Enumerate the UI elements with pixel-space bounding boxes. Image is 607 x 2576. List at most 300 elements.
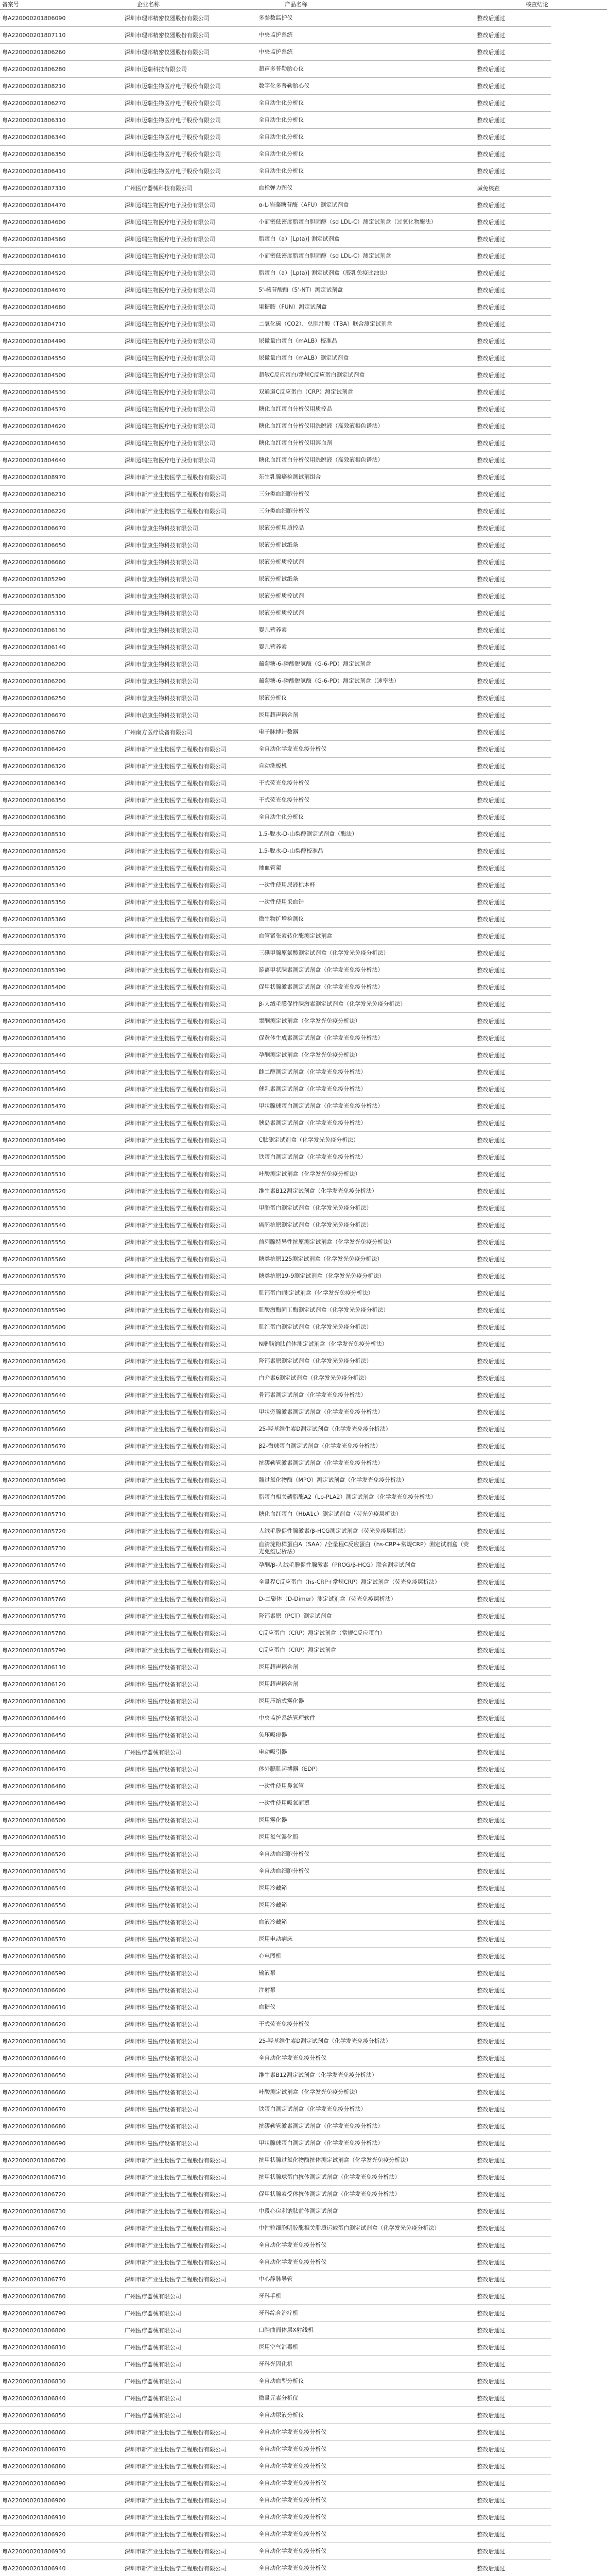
table-row [0,622,551,639]
company-cell: 深圳市新产业生物医学工程股份有限公司 [124,508,227,515]
conclusion-cell: 整改后通过 [477,644,506,651]
table-row [0,1693,551,1710]
conclusion-cell: 整改后通过 [477,2276,506,2283]
table-row [0,877,551,894]
record-no-cell: 粤A220000201807310 [2,185,66,192]
conclusion-cell: 整改后通过 [477,814,506,821]
company-cell: 深圳市新产业生物医学工程股份有限公司 [124,984,227,991]
conclusion-cell: 整改后通过 [477,2310,506,2317]
product-cell: 中央监护系统 [258,31,293,38]
conclusion-cell: 整改后通过 [477,2055,506,2062]
conclusion-cell: 整改后通过 [477,2412,506,2419]
conclusion-cell: 整改后通过 [477,542,506,549]
conclusion-cell: 整改后通过 [477,474,506,481]
company-cell: 深圳市科曼医疗设备有限公司 [124,1681,198,1688]
company-cell: 深圳市新产业生物医学工程股份有限公司 [124,1562,227,1569]
conclusion-cell: 整改后通过 [477,508,506,515]
record-no-cell: 粤A220000201806640 [2,2055,66,2062]
table-row [0,401,551,418]
record-no-cell: 粤A220000201806520 [2,1851,66,1858]
header-conclusion: 核查结论 [526,1,548,8]
company-cell: 深圳市新产业生物医学工程股份有限公司 [124,763,227,770]
table-row [0,2016,551,2033]
record-no-cell: 粤A220000201805470 [2,1103,66,1110]
record-no-cell: 粤A220000201804570 [2,406,66,413]
product-cell: 全自动化学发光免疫分析仪 [258,2514,327,2520]
table-row [0,1710,551,1727]
record-no-cell: 粤A220000201805640 [2,1392,66,1399]
company-cell: 深圳市新产业生物医学工程股份有限公司 [124,1392,227,1399]
company-cell: 深圳市迈瑞生物医疗电子股份有限公司 [124,117,221,124]
table-row [0,1251,551,1268]
product-cell: 叶酸测定试剂盒（化学发光免疫分析法） [258,1171,361,1177]
record-no-cell: 粤A220000201806350 [2,797,66,804]
table-row [0,2305,551,2322]
table-row [0,2441,551,2458]
product-cell: 一次性使用采血针 [258,899,304,905]
table-row [0,673,551,690]
record-no-cell: 粤A220000201806760 [2,2259,66,2266]
conclusion-cell: 整改后通过 [477,1749,506,1756]
table-row [0,690,551,707]
table-row [0,775,551,792]
product-cell: 心电图机 [258,1953,282,1959]
product-cell: 全自动化学发光免疫分析仪 [258,2548,327,2554]
conclusion-cell: 整改后通过 [477,1528,506,1535]
record-no-cell: 粤A220000201806450 [2,1732,66,1739]
conclusion-cell: 整改后通过 [477,1851,506,1858]
conclusion-cell: 整改后通过 [477,610,506,617]
record-no-cell: 粤A220000201806660 [2,2089,66,2096]
record-no-cell: 粤A220000201806830 [2,2378,66,2385]
product-cell: 医用冷藏箱 [258,1885,287,1891]
company-cell: 深圳市科曼医疗设备有限公司 [124,1936,198,1943]
product-cell: 尿液分析质控试剂 [258,558,304,565]
record-no-cell: 粤A220000201806540 [2,1885,66,1892]
table-row [0,2186,551,2203]
product-cell: 癌胚抗原测定试剂盒（化学发光免疫分析法） [258,1222,372,1228]
table-row [0,1761,551,1778]
conclusion-cell: 整改后通过 [477,1647,506,1654]
company-cell: 深圳市新产业生物医学工程股份有限公司 [124,1358,227,1365]
product-cell: 5'-核苷酸酶（5'-NT）测定试剂盒 [258,286,343,293]
table-row [0,520,551,537]
table-row [0,571,551,588]
product-cell: 血栓弹力图仪 [258,184,293,191]
record-no-cell: 粤A220000201805290 [2,576,66,583]
record-no-cell: 粤A220000201806590 [2,1970,66,1977]
conclusion-cell: 整改后通过 [477,576,506,583]
conclusion-cell: 整改后通过 [477,2395,506,2402]
company-cell: 深圳市新产业生物医学工程股份有限公司 [124,1596,227,1603]
conclusion-cell: 减免核查 [477,185,500,192]
product-cell: 糖类抗原19-9测定试剂盒（化学发光免疫分析法） [258,1273,385,1279]
product-cell: 微量元素分析仪 [258,2395,299,2401]
record-no-cell: 粤A220000201805530 [2,1205,66,1212]
record-no-cell: 粤A220000201805410 [2,1001,66,1008]
header-company: 企业名称 [137,1,160,8]
record-no-cell: 粤A220000201805370 [2,933,66,940]
company-cell: 深圳市普康生物科技有限公司 [124,661,198,668]
record-no-cell: 粤A220000201806770 [2,2276,66,2283]
company-cell: 广州医疗器械科技有限公司 [124,185,193,192]
product-cell: 葡萄糖-6-磷酸脱氢酶（G-6-PD）测定试剂盒 [258,660,371,667]
conclusion-cell: 整改后通过 [477,763,506,770]
conclusion-cell: 整改后通过 [477,2191,506,2198]
conclusion-cell: 整改后通过 [477,2429,506,2436]
company-cell: 深圳迈瑞生物医疗电子股份有限公司 [124,440,215,447]
record-no-cell: 粤A220000201806470 [2,1766,66,1773]
product-cell: 尿液分析试纸条 [258,575,299,582]
record-no-cell: 粤A220000201805570 [2,1273,66,1280]
record-no-cell: 粤A220000201805480 [2,1120,66,1127]
table-row [0,1965,551,1982]
company-cell: 深圳市新产业生物医学工程股份有限公司 [124,1426,227,1433]
record-no-cell: 粤A220000201805540 [2,1222,66,1229]
product-cell: 三分类血细胞分析仪 [258,507,310,514]
conclusion-cell: 整改后通过 [477,1426,506,1433]
product-cell: 糖类抗原125测定试剂盒（化学发光免疫分析法） [258,1256,383,1262]
company-cell: 深圳市新产业生物医学工程股份有限公司 [124,1375,227,1382]
conclusion-cell: 整改后通过 [477,2242,506,2249]
record-no-cell: 粤A220000201806700 [2,2157,66,2164]
product-cell: 抗缪勒管激素测定试剂盒（化学发光免疫分析法） [258,2123,384,2129]
conclusion-cell: 整改后通过 [477,134,506,141]
product-cell: 胰岛素测定试剂盒（化学发光免疫分析法） [258,1120,367,1126]
table-row [0,2543,551,2560]
company-cell: 深圳迈瑞生物医疗电子股份有限公司 [124,355,215,362]
company-cell: 深圳市新产业生物医学工程股份有限公司 [124,2208,227,2215]
table-row [0,418,551,435]
product-cell: 一次性使用吸氧面罩 [258,1800,310,1806]
table-row [0,2322,551,2339]
record-no-cell: 粤A220000201806420 [2,746,66,753]
table-row [0,2407,551,2424]
product-cell: 维生素B12测定试剂盒（化学发光免疫分析法） [258,1188,377,1194]
record-no-cell: 粤A220000201806300 [2,1698,66,1705]
company-cell: 深圳市新产业生物医学工程股份有限公司 [124,1477,227,1484]
header-record-no: 备案号 [2,1,19,8]
table-row [0,1897,551,1914]
record-no-cell: 粤A220000201805740 [2,1562,66,1569]
record-no-cell: 粤A220000201804530 [2,389,66,396]
table-row [0,537,551,554]
company-cell: 深圳市新产业生物医学工程股份有限公司 [124,848,227,855]
company-cell: 深圳市新产业生物医学工程股份有限公司 [124,2480,227,2487]
company-cell: 深圳市新产业生物医学工程股份有限公司 [124,2446,227,2453]
conclusion-cell: 整改后通过 [477,2531,506,2538]
conclusion-cell: 整改后通过 [477,1494,506,1501]
company-cell: 深圳市新产业生物医学工程股份有限公司 [124,1256,227,1263]
record-no-cell: 粤A220000201805710 [2,1511,66,1518]
product-cell: 肌红蛋白测定试剂盒（化学发光免疫分析法） [258,1324,372,1330]
company-cell: 深圳市理邦精密仪器股份有限公司 [124,49,210,56]
product-cell: 脂蛋白（a）[Lp(a)] 测定试剂盒 [258,235,340,242]
conclusion-cell: 整改后通过 [477,2038,506,2045]
company-cell: 深圳市科曼医疗设备有限公司 [124,1953,198,1960]
table-row [0,486,551,503]
table-row [0,27,551,44]
product-cell: 医用超声耦合剂 [258,1681,299,1687]
conclusion-cell: 整改后通过 [477,1188,506,1195]
table-row [0,1370,551,1387]
record-no-cell: 粤A220000201805610 [2,1341,66,1348]
product-cell: 孕酮/β-人绒毛膜促性腺激素（PROG/β-HCG）联合测定试剂盒 [258,1562,416,1568]
company-cell: 深圳市新产业生物医学工程股份有限公司 [124,865,227,872]
record-no-cell: 粤A220000201808970 [2,474,66,481]
conclusion-cell: 整改后通过 [477,168,506,175]
table-row [0,911,551,928]
company-cell: 深圳迈瑞生物医疗电子股份有限公司 [124,202,215,209]
product-cell: 尿液分析仪 [258,694,287,701]
table-row [0,1557,551,1574]
product-cell: 全自动血细胞分析仪 [258,1851,310,1857]
company-cell: 深圳市普康生物科技有限公司 [124,610,198,617]
record-no-cell: 粤A220000201805440 [2,1052,66,1059]
company-cell: 深圳市新产业生物医学工程股份有限公司 [124,1171,227,1178]
company-cell: 深圳迈瑞生物医疗电子股份有限公司 [124,270,215,277]
record-no-cell: 粤A220000201805700 [2,1494,66,1501]
product-cell: 医用雾化器 [258,1817,287,1823]
company-cell: 深圳市新产业生物医学工程股份有限公司 [124,1613,227,1620]
conclusion-cell: 整改后通过 [477,1698,506,1705]
conclusion-cell: 整改后通过 [477,1630,506,1637]
company-cell: 深圳市新产业生物医学工程股份有限公司 [124,1001,227,1008]
product-cell: 尿液分析用质控品 [258,524,304,531]
table-row [0,1744,551,1761]
record-no-cell: 粤A220000201806130 [2,627,66,634]
conclusion-cell: 整改后通过 [477,1069,506,1076]
conclusion-cell: 整改后通过 [477,1086,506,1093]
product-cell: 中央监护系统管理软件 [258,1715,316,1721]
record-no-cell: 粤A220000201805580 [2,1290,66,1297]
company-cell: 深圳市新产业生物医学工程股份有限公司 [124,1324,227,1331]
conclusion-cell: 整改后通过 [477,372,506,379]
conclusion-cell: 整改后通过 [477,2463,506,2470]
table-row [0,2118,551,2135]
table-row [0,44,551,61]
company-cell: 深圳迈瑞生物医疗电子股份有限公司 [124,372,215,379]
product-cell: N端脑钠肽前体测定试剂盒（化学发光免疫分析法） [258,1341,388,1347]
record-no-cell: 粤A220000201806550 [2,1902,66,1909]
company-cell: 深圳市科曼医疗设备有限公司 [124,1817,198,1824]
record-no-cell: 粤A220000201805680 [2,1460,66,1467]
table-row [0,1183,551,1200]
conclusion-cell: 整改后通过 [477,1579,506,1586]
table-header [0,0,607,10]
record-no-cell: 粤A220000201805340 [2,882,66,889]
conclusion-cell: 整改后通过 [477,1375,506,1382]
product-cell: 全自动生化分析仪 [258,99,304,106]
product-cell: 铁蛋白测定试剂盒（化学发光免疫分析法） [258,1154,367,1160]
product-cell: 超敏C反应蛋白/常规C反应蛋白测定试剂盒 [258,371,365,378]
company-cell: 深圳市新产业生物医学工程股份有限公司 [124,1409,227,1416]
conclusion-cell: 整改后通过 [477,2106,506,2113]
table-row [0,2220,551,2237]
company-cell: 深圳迈瑞生物医疗电子股份有限公司 [124,406,215,413]
company-cell: 深圳市新产业生物医学工程股份有限公司 [124,1154,227,1161]
conclusion-cell: 整改后通过 [477,202,506,209]
table-row [0,1149,551,1166]
product-cell: 睾酮测定试剂盒（化学发光免疫分析法） [258,1018,361,1024]
product-cell: 血糖仪 [258,2004,276,2010]
table-row [0,265,551,282]
record-no-cell: 粤A220000201806210 [2,491,66,498]
conclusion-cell: 整改后通过 [477,780,506,787]
conclusion-cell: 整改后通过 [477,2548,506,2555]
table-row [0,979,551,996]
table-row [0,2373,551,2390]
table-row [0,1931,551,1948]
table-row [0,894,551,911]
product-cell: 25-羟基维生素D测定试剂盒（化学发光免疫分析法） [258,1426,391,1432]
company-cell: 深圳市新产业生物医学工程股份有限公司 [124,2276,227,2283]
record-no-cell: 粤A220000201806730 [2,2208,66,2215]
product-cell: 全自动化学发光免疫分析仪 [258,2565,327,2571]
record-no-cell: 粤A220000201804550 [2,355,66,362]
product-cell: 催乳素测定试剂盒（化学发光免疫分析法） [258,1086,367,1092]
conclusion-cell: 整改后通过 [477,2446,506,2453]
record-no-cell: 粤A220000201806480 [2,1783,66,1790]
table-row [0,350,551,367]
company-cell: 深圳市理邦精密仪器股份有限公司 [124,32,210,39]
record-no-cell: 粤A220000201805620 [2,1358,66,1365]
conclusion-cell: 整改后通过 [477,1800,506,1807]
conclusion-cell: 整改后通过 [477,457,506,464]
table-row [0,1268,551,1285]
table-row [0,2560,551,2576]
product-cell: 中心静脉导管 [258,2276,293,2282]
table-row [0,1880,551,1897]
product-cell: 白介素6测定试剂盒（化学发光免疫分析法） [258,1375,370,1381]
record-no-cell: 粤A220000201806910 [2,2514,66,2521]
record-no-cell: 粤A220000201806610 [2,2004,66,2011]
product-cell: 全自动化学发光免疫分析仪 [258,745,327,752]
record-no-cell: 粤A220000201805460 [2,1086,66,1093]
conclusion-cell: 整改后通过 [477,1205,506,1212]
conclusion-cell: 整改后通过 [477,66,506,73]
company-cell: 深圳市新产业生物医学工程股份有限公司 [124,2531,227,2538]
company-cell: 深圳市新产业生物医学工程股份有限公司 [124,1103,227,1110]
table-row [0,1336,551,1353]
company-cell: 深圳市新产业生物医学工程股份有限公司 [124,2157,227,2164]
conclusion-cell: 整改后通过 [477,1783,506,1790]
table-row [0,1948,551,1965]
table-row [0,1914,551,1931]
conclusion-cell: 整改后通过 [477,729,506,736]
company-cell: 深圳市新产业生物医学工程股份有限公司 [124,746,227,753]
record-no-cell: 粤A220000201806310 [2,117,66,124]
company-cell: 深圳市新产业生物医学工程股份有限公司 [124,2514,227,2521]
table-row [0,1132,551,1149]
table-row [0,945,551,962]
product-cell: 尿液分析质控试剂 [258,592,304,599]
record-no-cell: 粤A220000201806650 [2,542,66,549]
company-cell: 深圳市普康生物科技有限公司 [124,576,198,583]
table-row [0,1353,551,1370]
conclusion-cell: 整改后通过 [477,2327,506,2334]
record-no-cell: 粤A220000201806710 [2,2174,66,2181]
record-no-cell: 粤A220000201806110 [2,1664,66,1671]
record-no-cell: 粤A220000201805510 [2,1171,66,1178]
company-cell: 深圳市科曼医疗设备有限公司 [124,2089,198,2096]
product-cell: 婴儿营养素 [258,626,287,633]
product-cell: 全自动化学发光免疫分析仪 [258,2259,327,2265]
table-row [0,1115,551,1132]
product-cell: 葡萄糖-6-磷酸脱氢酶（G-6-PD）测定试剂盒（速率法） [258,677,400,684]
conclusion-cell: 整改后通过 [477,1256,506,1263]
table-row [0,452,551,469]
product-cell: 二氧化碳（CO2）、总胆汁酸（TBA）联合测定试剂盒 [258,320,392,327]
company-cell: 深圳市科曼医疗设备有限公司 [124,1732,198,1739]
conclusion-cell: 整改后通过 [477,1562,506,1569]
conclusion-cell: 整改后通过 [477,984,506,991]
company-cell: 深圳市迈瑞生物医疗电子股份有限公司 [124,168,221,175]
table-row [0,1166,551,1183]
conclusion-cell: 整改后通过 [477,1511,506,1518]
record-no-cell: 粤A220000201805690 [2,1477,66,1484]
record-no-cell: 粤A220000201805430 [2,1035,66,1042]
table-row [0,78,551,95]
company-cell: 深圳迈瑞生物医疗电子股份有限公司 [124,304,215,311]
conclusion-cell: 整改后通过 [477,1324,506,1331]
table-row [0,1676,551,1693]
product-cell: 全自动生化分析仪 [258,133,304,140]
product-cell: 全自动化学发光免疫分析仪 [258,2531,327,2537]
conclusion-cell: 整改后通过 [477,1443,506,1450]
company-cell: 深圳市新产业生物医学工程股份有限公司 [124,1443,227,1450]
record-no-cell: 粤A220000201806880 [2,2463,66,2470]
product-cell: 干式荧光免疫分析仪 [258,796,310,803]
company-cell: 深圳市理邦精密仪器股份有限公司 [124,15,210,22]
record-no-cell: 粤A220000201804560 [2,236,66,243]
table-row [0,1829,551,1846]
conclusion-cell: 整改后通过 [477,2004,506,2011]
record-no-cell: 粤A220000201806800 [2,2327,66,2334]
product-cell: 全量程C反应蛋白（hs-CRP+常规CRP）测定试剂盒（荧光免疫层析法） [258,1579,440,1585]
product-cell: 糖化血红蛋白分析仪用洗脱液（高效液相色谱法） [258,422,384,429]
record-no-cell: 粤A220000201808510 [2,831,66,838]
product-cell: 游离甲状腺素测定试剂盒（化学发光免疫分析法） [258,967,384,973]
company-cell: 深圳市新产业生物医学工程股份有限公司 [124,1120,227,1127]
record-no-cell: 粤A220000201806670 [2,712,66,719]
table-row [0,2424,551,2441]
conclusion-cell: 整改后通过 [477,1545,506,1552]
table-row [0,282,551,299]
table-row [0,146,551,163]
record-no-cell: 粤A220000201806920 [2,2531,66,2538]
company-cell: 深圳迈瑞生物医疗电子股份有限公司 [124,236,215,243]
conclusion-cell: 整改后通过 [477,1817,506,1824]
record-no-cell: 粤A220000201805730 [2,1545,66,1552]
table-row [0,2135,551,2152]
conclusion-cell: 整改后通过 [477,967,506,974]
company-cell: 深圳市新产业生物医学工程股份有限公司 [124,950,227,957]
record-no-cell: 粤A220000201804500 [2,372,66,379]
conclusion-cell: 整改后通过 [477,2157,506,2164]
record-no-cell: 粤A220000201805670 [2,1443,66,1450]
product-cell: 糖化血红蛋白分析仪用洗脱液（高效液相色谱法） [258,456,384,463]
conclusion-cell: 整改后通过 [477,253,506,260]
company-cell: 深圳市科曼医疗设备有限公司 [124,1885,198,1892]
conclusion-cell: 整改后通过 [477,2344,506,2351]
table-row [0,928,551,945]
product-cell: 干式荧光免疫分析仪 [258,2021,310,2027]
record-no-cell: 粤A220000201805650 [2,1409,66,1416]
record-no-cell: 粤A220000201806090 [2,15,66,22]
table-row [0,707,551,724]
record-no-cell: 粤A220000201806620 [2,2021,66,2028]
